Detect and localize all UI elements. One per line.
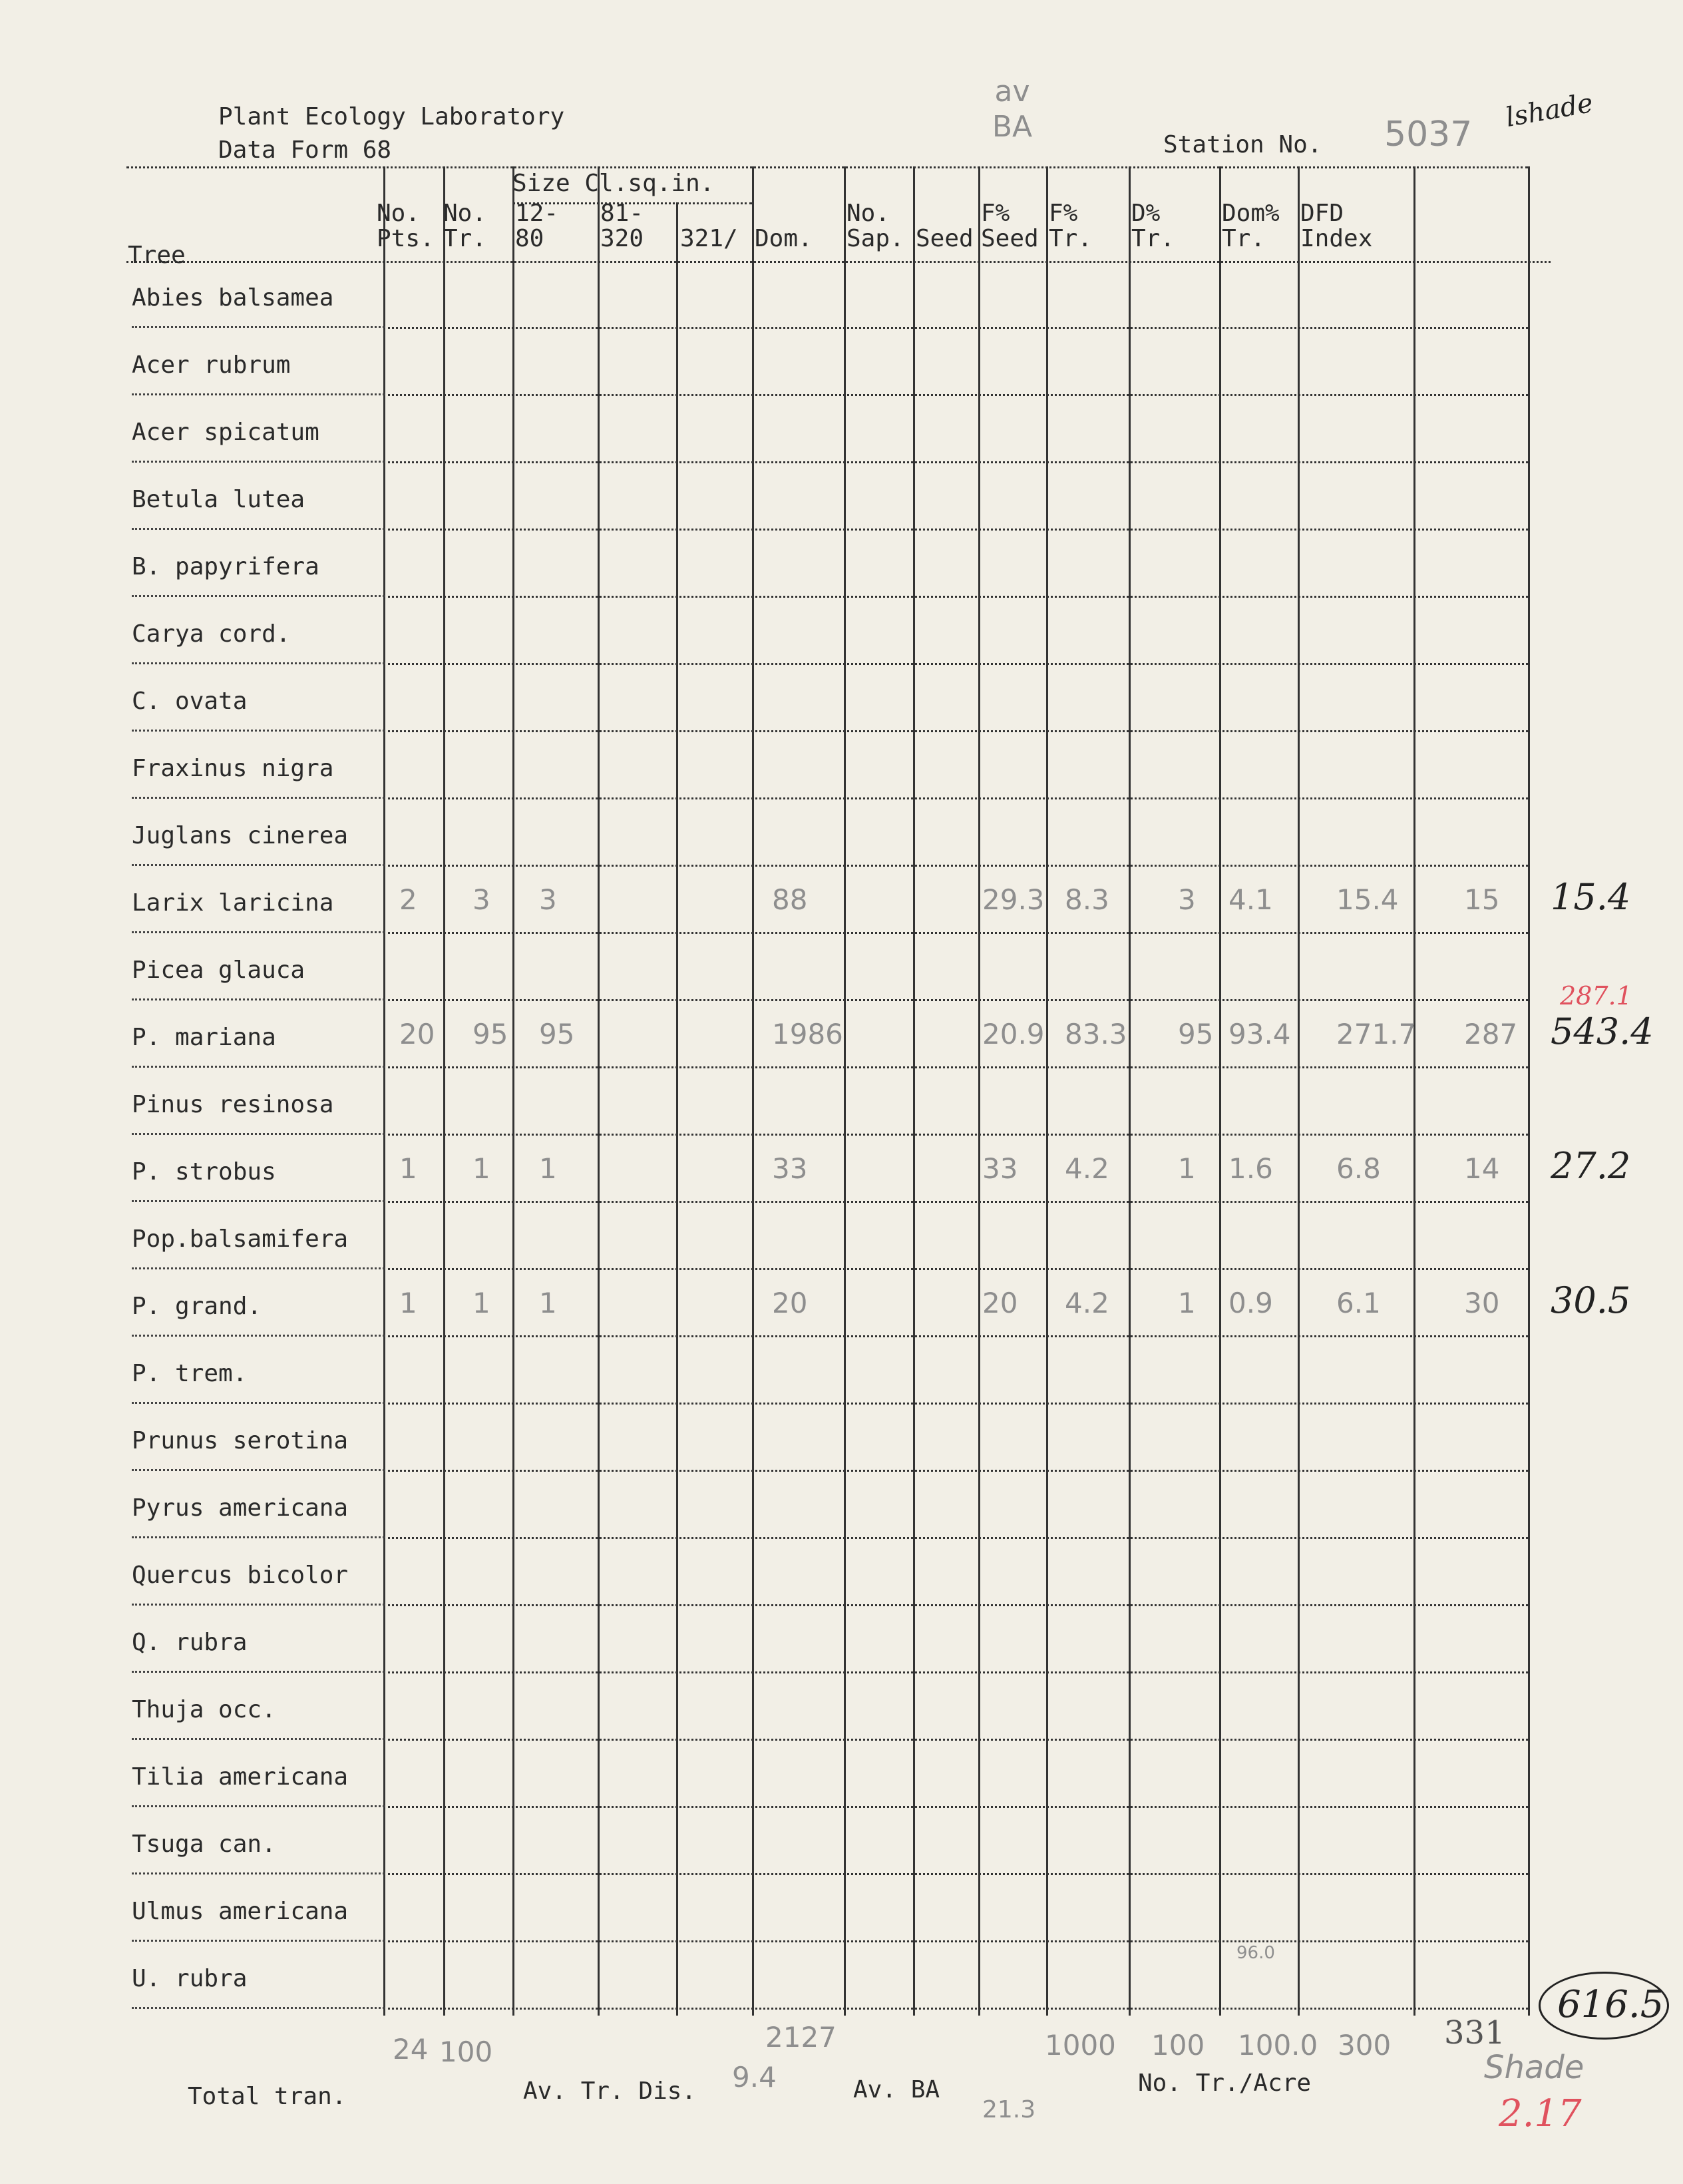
name-leader [132,1469,385,1471]
cell-dom: 20 [772,1287,808,1319]
row-rule [383,1335,1528,1337]
tree-name: U. rubra [132,1965,248,1992]
cell-tr: 95 [472,1018,508,1050]
tree-name: Thuja occ. [132,1696,276,1723]
column-header-no-pts: No. Pts. [377,200,435,252]
name-leader [132,797,385,799]
cell-fseed: 33 [982,1152,1018,1185]
tree-name: Q. rubra [132,1629,248,1656]
tree-header: Tree [128,242,186,269]
column-header-no-sap: No. Sap. [846,200,904,252]
av-ba-note: av BA [992,75,1033,144]
name-leader [132,1133,385,1135]
total-fseed: 1000 [1045,2029,1116,2062]
name-leader [132,1536,385,1538]
name-leader [132,1805,385,1807]
name-leader [132,1604,385,1606]
row-rule [383,1806,1528,1808]
column-header-dom: Dom. [755,224,813,252]
cell-fseed: 20 [982,1287,1018,1319]
av-tr-dis-value: 9.4 [732,2061,777,2093]
column-header-s12-80: 12- 80 [515,200,559,252]
row-rule [383,1201,1528,1203]
name-leader [132,1872,385,1874]
name-leader [132,998,385,1000]
column-header-s81-320: 81- 320 [600,200,644,252]
column-header-f-seed: F% Seed [981,200,1039,252]
cell-domtr: 1.6 [1228,1152,1273,1185]
cell-ftr: 8.3 [1065,883,1109,916]
tree-name: Betula lutea [132,486,305,513]
red-ratio: 2.17 [1499,2092,1582,2135]
column-divider [1528,166,1530,2016]
cell-dom: 1986 [772,1018,843,1050]
row-rule [383,1134,1528,1136]
column-header-dom-tr: Dom% Tr. [1222,200,1280,252]
cell-extra: 30 [1464,1287,1500,1319]
cell-ftr: 4.2 [1065,1287,1109,1319]
total-tr: 100 [439,2036,493,2068]
column-header-d-tr: D% Tr. [1131,200,1175,252]
station-note: lshade [1503,87,1596,134]
tree-name: P. trem. [132,1360,248,1387]
row-rule [383,730,1528,732]
name-leader [132,1066,385,1068]
station-label: Station No. [1163,131,1322,158]
tree-name: P. mariana [132,1024,276,1051]
name-leader [132,730,385,732]
tree-name: Ulmus americana [132,1898,349,1925]
row-rule [383,1739,1528,1741]
row-rule [383,1268,1528,1270]
av-ba-label: Av. BA [853,2076,940,2103]
cell-dtr: 3 [1178,883,1196,916]
av-tr-dis-label: Av. Tr. Dis. [523,2077,697,2105]
tree-name: P. strobus [132,1158,276,1186]
row-rule [383,932,1528,934]
row-rule [383,529,1528,531]
tree-name: Tsuga can. [132,1831,276,1858]
tree-name: Picea glauca [132,957,305,984]
name-leader [132,326,385,328]
row-rule [383,596,1528,598]
cell-fseed: 29.3 [982,883,1045,916]
row-rule [383,394,1528,396]
row-rule [383,1066,1528,1068]
name-leader [132,662,385,664]
red-annotation: 287.1 [1560,981,1632,1010]
tree-name: B. papyrifera [132,553,319,580]
margin-total: 15.4 [1551,876,1631,918]
name-leader [132,393,385,395]
cell-dfd: 6.8 [1336,1152,1381,1185]
shade-note: Shade [1484,2049,1585,2086]
row-rule [383,1873,1528,1875]
size-class-header: Size Cl.sq.in. [512,170,715,197]
name-leader [132,1738,385,1740]
column-header-dfd: DFD Index [1300,200,1373,252]
row-rule [383,2008,1528,2010]
cell-dfd: 271.7 [1336,1018,1417,1050]
cell-ftr: 4.2 [1065,1152,1109,1185]
tree-name: P. grand. [132,1293,262,1320]
cell-fseed: 20.9 [982,1018,1045,1050]
row-rule [383,327,1528,329]
tree-name: Pinus resinosa [132,1091,334,1118]
station-value: 5037 [1384,114,1473,154]
tree-name: Acer spicatum [132,419,319,446]
cell-dtr: 1 [1178,1287,1196,1319]
cell-extra: 287 [1464,1018,1518,1050]
row-rule [383,1671,1528,1673]
total-ftr: 100 [1151,2029,1205,2062]
lab-title: Plant Ecology Laboratory [218,103,565,130]
cell-domtr: 4.1 [1228,883,1273,916]
header-bottom-rule [126,261,1551,263]
total-extra: 331 [1444,2014,1505,2052]
cell-s12: 95 [539,1018,575,1050]
total-dfd: 300 [1338,2029,1392,2062]
cell-s12: 1 [539,1152,557,1185]
name-leader [132,528,385,530]
tree-name: Acer rubrum [132,351,291,379]
header-top-rule [126,166,1528,168]
tree-name: C. ovata [132,688,248,715]
margin-total: 27.2 [1551,1145,1631,1187]
cell-domtr-small: 96.0 [1236,1943,1275,1963]
cell-dom: 33 [772,1152,808,1185]
cell-s12: 1 [539,1287,557,1319]
name-leader [132,1671,385,1673]
circled-total-value: 616.5 [1557,1983,1664,2026]
tree-name: Prunus serotina [132,1427,349,1454]
cell-ftr: 83.3 [1065,1018,1127,1050]
row-rule [383,663,1528,665]
name-leader [132,1200,385,1202]
row-rule [383,1403,1528,1405]
column-divider [676,202,678,2016]
total-tran-label: Total tran. [188,2083,347,2110]
tree-name: Quercus bicolor [132,1562,349,1589]
row-rule [383,1537,1528,1539]
row-rule [383,461,1528,463]
cell-domtr: 0.9 [1228,1287,1273,1319]
tree-name: Carya cord. [132,620,291,648]
name-leader [132,595,385,597]
name-leader [132,1335,385,1337]
name-leader [132,461,385,463]
cell-pts: 1 [399,1152,417,1185]
cell-dtr: 1 [1178,1152,1196,1185]
cell-tr: 1 [472,1152,490,1185]
no-tr-acre-label: No. Tr./Acre [1138,2070,1312,2097]
cell-dfd: 6.1 [1336,1287,1381,1319]
total-dom: 2127 [765,2021,837,2054]
cell-dfd: 15.4 [1336,883,1399,916]
name-leader [132,1267,385,1269]
cell-dom: 88 [772,883,808,916]
name-leader [132,931,385,933]
column-header-seed: Seed [916,224,974,252]
margin-total: 543.4 [1551,1010,1654,1052]
row-rule [383,1604,1528,1606]
row-rule [383,865,1528,867]
av-ba-value: 21.3 [982,2096,1036,2123]
tree-name: Juglans cinerea [132,822,349,849]
cell-dtr: 95 [1178,1018,1214,1050]
tree-name: Fraxinus nigra [132,755,334,782]
tree-name: Pop.balsamifera [132,1225,349,1253]
name-leader [132,2007,385,2009]
cell-domtr: 93.4 [1228,1018,1291,1050]
tree-name: Tilia americana [132,1763,349,1791]
row-rule [383,999,1528,1001]
margin-total: 30.5 [1551,1279,1631,1321]
column-header-f-tr: F% Tr. [1049,200,1093,252]
name-leader [132,864,385,866]
cell-pts: 2 [399,883,417,916]
row-rule [383,1940,1528,1942]
cell-s12: 3 [539,883,557,916]
row-rule [383,797,1528,799]
total-domtr: 100.0 [1238,2029,1318,2062]
column-header-no-tr: No. Tr. [443,200,487,252]
cell-tr: 1 [472,1287,490,1319]
cell-tr: 3 [472,883,490,916]
tree-name: Larix laricina [132,889,334,917]
total-pts: 24 [393,2033,429,2066]
name-leader [132,1402,385,1404]
cell-extra: 14 [1464,1152,1500,1185]
tree-name: Pyrus americana [132,1494,349,1522]
cell-extra: 15 [1464,883,1500,916]
row-rule [383,1470,1528,1472]
cell-pts: 20 [399,1018,435,1050]
cell-pts: 1 [399,1287,417,1319]
name-leader [132,1940,385,1942]
column-header-s321: 321/ [680,224,738,252]
form-number: Data Form 68 [218,136,392,164]
tree-name: Abies balsamea [132,284,334,312]
